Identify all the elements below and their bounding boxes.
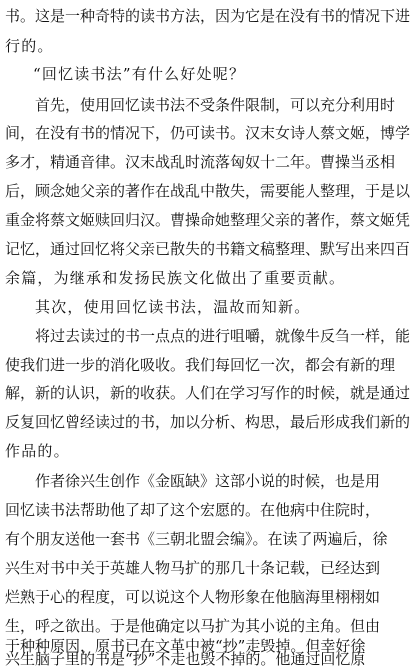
text-line: 书。这是一种奇特的读书方法，因为它是在没有书的情况下进 <box>5 7 411 25</box>
text-line: 余篇，为继承和发扬民族文化做出了重要贡献。 <box>5 269 346 287</box>
text-line: 有个朋友送他一套书《三朝北盟会编》。在读了两遍后，徐 <box>5 530 388 548</box>
text-line: 行的。 <box>5 37 54 55</box>
text-line: 记忆，通过回忆将父亲已散失的书籍文稿整理、默写出来四百 <box>5 240 411 258</box>
text-line: 烂熟于心的程度，可以说这个人物形象在他脑海里栩栩如 <box>5 588 381 606</box>
text-line: 多才，精通音律。汉末战乱时流落匈奴十二年。曹操当丞相 <box>5 153 396 171</box>
text-line: 使我们进一步的消化吸收。我们每回忆一次，都会有新的理 <box>5 356 396 374</box>
text-line: 解，新的认识，新的收获。人们在学习写作的时候，就是通过 <box>5 384 411 402</box>
text-line: 兴生对书中关于英雄人物马扩的那几十条记载，已经达到 <box>5 559 381 577</box>
text-line: 首先，使用回忆读书法不受条件限制，可以充分利用时 <box>35 96 396 114</box>
text-line: 其次，使用回忆读书法，温故而知新。 <box>35 298 311 316</box>
text-line: “回忆读书法”有什么好处呢？ <box>33 65 246 83</box>
text-line: 重金将蔡文姬赎回归汉。曹操命她整理父亲的著作，蔡文姬凭 <box>5 211 411 229</box>
text-line: 间，在没有书的情况下，仍可读书。汉末女诗人蔡文姬，博学 <box>5 124 411 142</box>
text-line: 反复回忆曾经读过的书，加以分析、构思，最后形成我们新的 <box>5 413 411 431</box>
text-line: 将过去读过的书一点点的进行咀嚼，就像牛反刍一样，能 <box>35 327 411 345</box>
text-line: 生，呼之欲出。于是他确定以马扩为其小说的主角。但由 <box>5 617 381 635</box>
text-line: 作品的。 <box>5 442 70 460</box>
text-line: 于种种原因，原书已在文革中被“抄”走毁掉。但幸好徐 <box>5 637 366 655</box>
text-line: 回忆读书法帮助他了却了这个宏愿的。在他病中住院时， <box>5 501 381 519</box>
text-line: 后，顾念她父亲的著作在战乱中散失，需要能人整理，于是以 <box>5 182 411 200</box>
text-line: 作者徐兴生创作《金瓯缺》这部小说的时候，也是用 <box>35 472 381 490</box>
text-line: 兴生脑子里的书是“抄”不走也毁不掉的。他通过回忆原 <box>5 650 366 668</box>
